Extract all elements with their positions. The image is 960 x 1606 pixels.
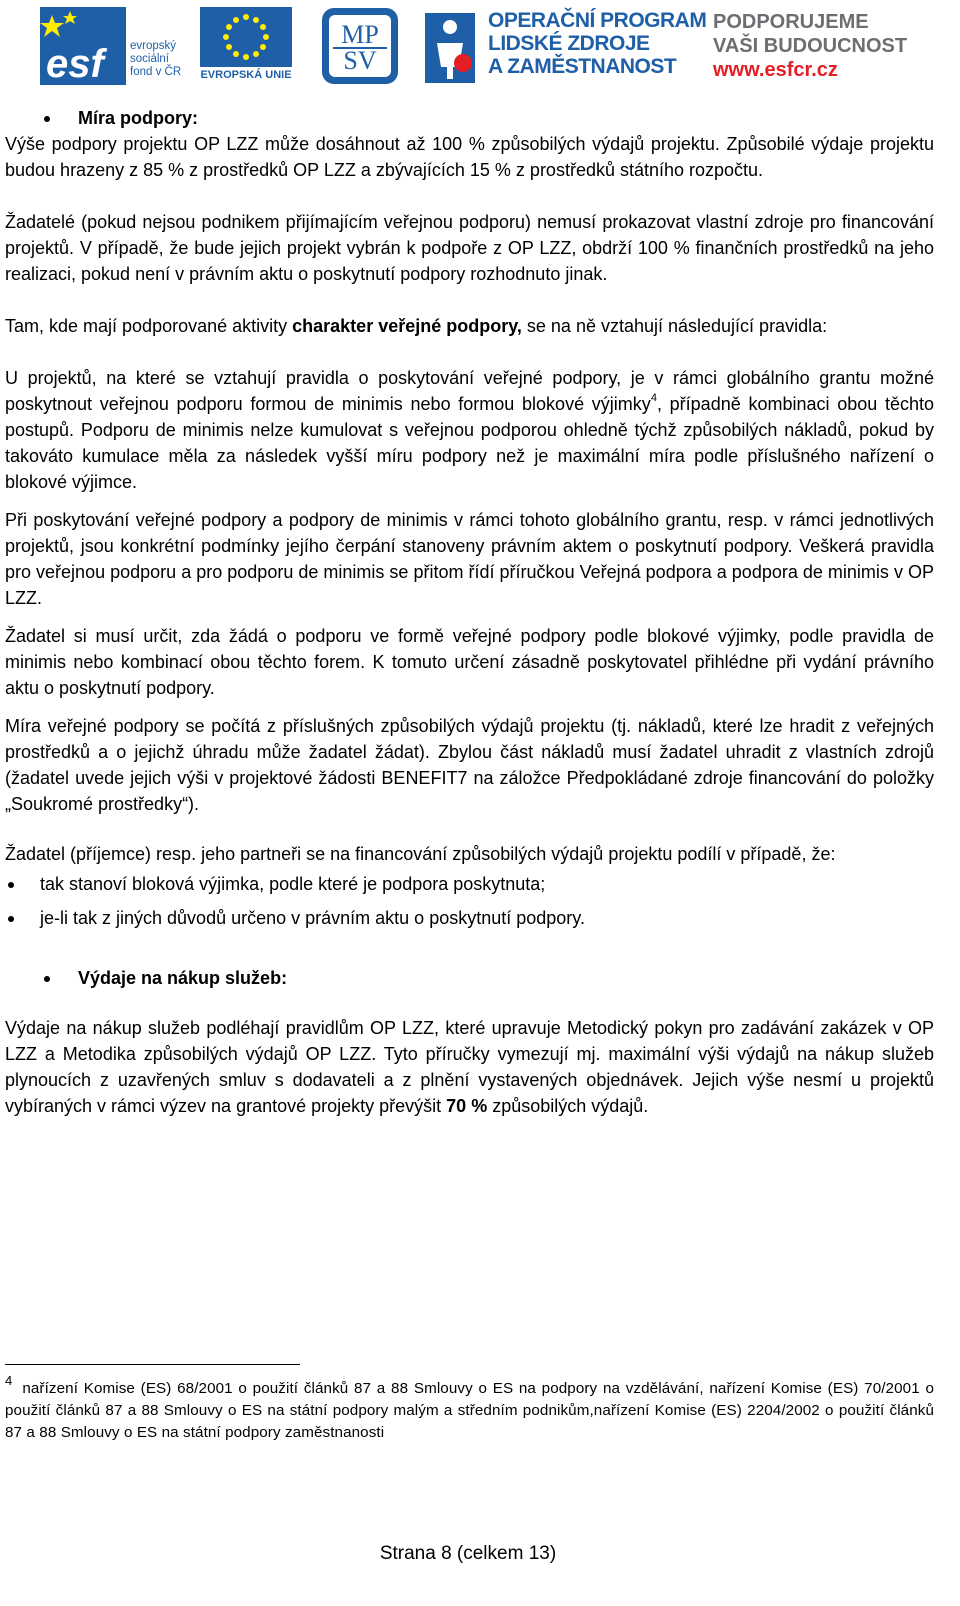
paragraph [5,1015,934,1119]
esf-caption-line: fond v ČR [130,66,182,78]
bullet-icon [44,976,50,982]
paragraph-text: Tam, kde mají podporované aktivity [5,316,293,336]
eu-flag-icon [200,7,292,67]
op-lzz-logo [425,7,707,85]
page-number: Strana 8 (celkem 13) [379,1543,557,1564]
op-lzz-text [488,9,706,78]
section-heading-mira-podpory [5,105,934,131]
paragraph: Při poskytování veřejné podpory a podpory de minimis v rámci tohoto globálního grantu, resp. v rámci jednotlivých projektů, jsou konkrétní podmínky jejího čerpání stanoveny právním aktem o poskytnutí podpory. Veškerá pravidla pro veřejnou podporu a pro podporu de minimis se přitom řídí příručkou Veřejná podpora a podpora de minimis v OP LZZ. [5,510,934,608]
paragraph-text: Výdaje na nákup služeb podléhají pravidlům OP LZZ, které upravuje Metodický pokyn pro zadávání zakázek v OP LZZ a Metodika způsobilých výdajů OP LZZ. Tyto příručky vymezují mj. maximální výši výdajů na nákup služeb plynoucích z uzavřených smluv s dodavateli a z plnění vystavených objednávek. Jejich výše nesmí u projektů vybíraných v rámci výzev na grantové projekty převýšit [5,1018,934,1116]
support-line: VAŠI BUDOUCNOST [713,35,908,57]
bullet-icon [44,116,50,122]
paragraph: Žadatelé (pokud nejsou podnikem přijímajícím veřejnou podporu) nemusí prokazovat vlastní zdroje pro financování projektů. V případě, že bude jejich projekt vybrán k podpoře z OP LZZ, obdrží 100 % finančních prostředků na jeho realizaci, pokud není v právním aktu o poskytnutí podpory rozhodnuto jinak. [5,212,934,284]
section-heading-text: Výdaje na nákup služeb: [78,968,288,988]
mpsv-top-text: MP [341,20,379,49]
esf-logo [40,7,192,85]
support-line: PODPORUJEME [713,11,869,33]
paragraph-bold-text: 70 % [446,1096,488,1116]
op-lzz-line: LIDSKÉ ZDROJE [488,32,650,55]
mpsv-logo [321,7,399,85]
paragraph-text: způsobilých výdajů. [487,1096,649,1116]
paragraph-text: se na ně vztahují následující pravidla: [521,316,828,336]
list-item [5,905,934,939]
list-item-text: tak stanoví bloková výjimka, podle které je podpora poskytnuta; [40,874,546,894]
mpsv-emblem-icon [321,7,399,85]
esf-caption [130,40,181,79]
esf-caption-line: evropský [130,40,177,52]
footnote-separator [5,1364,300,1365]
paragraph-bold-text: charakter veřejné podpory, [292,316,522,336]
list-item-text: je-li tak z jiných důvodů určeno v právním aktu o poskytnutí podpory. [40,908,585,928]
footnote-reference[interactable]: 4 [650,392,657,404]
document-body [5,105,934,1119]
paragraph-text: U projektů, na které se vztahují pravidla o poskytování veřejné podpory, je v rámci globálního grantu možné poskytnout veřejnou podporu formou de minimis nebo formou blokové výjimky [5,368,934,414]
paragraph [5,365,934,495]
paragraph: Žadatel (příjemce) resp. jeho partneři se na financování způsobilých výdajů projektu podílí v případě, že: [5,844,836,864]
paragraph: Míra veřejné podpory se počítá z příslušných způsobilých výdajů projektu (tj. nákladů, které lze hradit z veřejných prostředků a o jejichž úhradu může žadatel žádat). Zbylou část nákladů musí žadatel uhradit z vlastních zdrojů (žadatel uvede jejich výši v projektové žádosti BENEFIT7 na záložce Předpokládané zdroje financování do položky „Soukromé prostředky“). [5,716,934,814]
eu-caption: EVROPSKÁ UNIE [200,69,292,81]
paragraph [5,313,934,339]
support-url: www.esfcr.cz [713,59,838,81]
svg-text:esf: esf [46,42,104,85]
list-item [5,871,934,905]
header-logos [0,0,960,100]
op-lzz-line: OPERAČNÍ PROGRAM [488,9,707,32]
bullet-icon [8,916,14,922]
section-heading-vydaje-na-nakup-sluzeb [5,965,934,991]
op-lzz-line: A ZAMĚSTNANOST [488,55,677,78]
section-heading-text: Míra podpory: [78,108,198,128]
footnote-mark: 4 [5,1373,13,1388]
paragraph: Výše podpory projektu OP LZZ může dosáhnout až 100 % způsobilých výdajů projektu. Způsobilé výdaje projektu budou hrazeny z 85 % z prostředků OP LZZ a zbývajících 15 % z prostředků státního rozpočtu. [5,134,934,180]
bullet-icon [8,882,14,888]
footnote [5,1373,934,1444]
esf-caption-line: sociální [130,53,169,65]
paragraph: Žadatel si musí určit, zda žádá o podporu ve formě veřejné podpory podle blokové výjimky, podle pravidla de minimis nebo kombinací obou těchto forem. K tomuto určení zásadně poskytovatel přihlédne při vydání právního aktu o poskytnutí podpory. [5,626,934,698]
op-lzz-figure-icon [425,7,483,85]
eu-logo [200,7,292,85]
paragraph-text: , případně kombinaci obou těchto postupů. Podporu de minimis nelze kumulovat s veřejnou podporou ohledně týchž způsobilých nákladů, pokud by takováto kumulace měla za následek vyšší míru podpory než je maximální míra podle příslušného nařízení o blokové výjimce. [5,394,934,492]
mpsv-bottom-text: SV [343,46,377,75]
support-slogan [713,10,913,86]
footnote-text: nařízení Komise (ES) 68/2001 o použití článků 87 a 88 Smlouvy o ES na podpory na vzdělávání, nařízení Komise (ES) 70/2001 o použití článků 87 a 88 Smlouvy o ES na státní podpory malým a středním podnikům,nařízení Komise (ES) 2204/2002 o použití článků 87 a 88 Smlouvy o ES na státní podpory zaměstnanosti [5,1380,934,1441]
